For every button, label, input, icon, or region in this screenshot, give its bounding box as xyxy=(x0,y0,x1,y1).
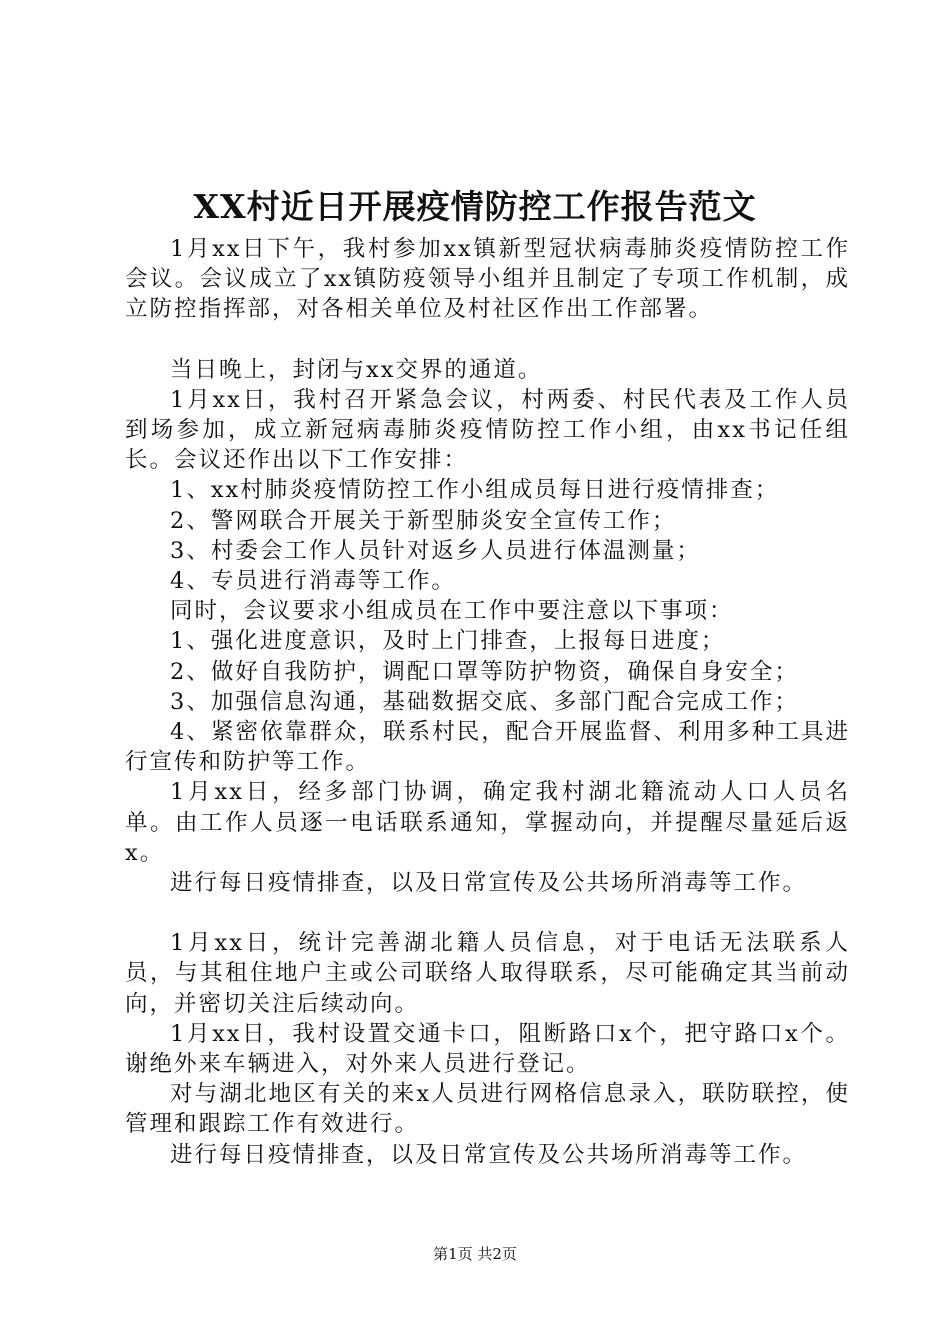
list-item: 1、强化进度意识，及时上门排查，上报每日进度； xyxy=(170,628,726,655)
list-item: 2、做好自我防护，调配口罩等防护物资，确保自身安全； xyxy=(170,658,799,685)
list-item: 4、紧密依靠群众，联系村民，配合开展监督、利用多种工具进行宣传和防护等工作。 xyxy=(125,719,850,776)
list-item: 1、xx村肺炎疫情防控工作小组成员每日进行疫情排查； xyxy=(170,477,780,504)
paragraph: 1月xx日，经多部门协调，确定我村湖北籍流动人口人员名单。由工作人员逐一电话联系通知，掌握动向，并提醒尽量延后返x。 xyxy=(125,779,850,866)
paragraph: 1月xx日，我村设置交通卡口，阻断路口x个，把守路口x个。谢绝外来车辆进入，对外来人员进行登记。 xyxy=(125,1020,850,1078)
paragraph: 1月xx日，统计完善湖北籍人员信息，对于电话无法联系人员，与其租住地户主或公司联络人取得联系，尽可能确定其当前动向，并密切关注后续动向。 xyxy=(125,930,850,1017)
paragraph: 进行每日疫情排查，以及日常宣传及公共场所消毒等工作。 xyxy=(170,870,808,897)
document-body xyxy=(125,234,850,1170)
paragraph: 进行每日疫情排查，以及日常宣传及公共场所消毒等工作。 xyxy=(170,1141,808,1168)
list-item: 3、加强信息沟通，基础数据交底、多部门配合完成工作； xyxy=(170,688,799,715)
paragraph: 对与湖北地区有关的来x人员进行网格信息录入，联防联控，使管理和跟踪工作有效进行。 xyxy=(125,1081,850,1138)
list-item: 3、村委会工作人员针对返乡人员进行体温测量； xyxy=(170,537,701,564)
list-item: 4、专员进行消毒等工作。 xyxy=(170,568,456,595)
paragraph: 1月xx日，我村召开紧急会议，村两委、村民代表及工作人员到场参加，成立新冠病毒肺炎疫情防控工作小组，由xx书记任组长。会议还作出以下工作安排： xyxy=(125,386,850,474)
paragraph: 当日晚上，封闭与xx交界的通道。 xyxy=(170,356,543,383)
paragraph: 1月xx日下午，我村参加xx镇新型冠状病毒肺炎疫情防控工作会议。会议成立了xx镇防疫领导小组并且制定了专项工作机制，成立防控指挥部，对各相关单位及村社区作出工作部署。 xyxy=(125,236,850,323)
page-footer: 第1页 共2页 xyxy=(433,1245,517,1263)
list-item: 2、警网联合开展关于新型肺炎安全宣传工作； xyxy=(170,507,677,534)
page-title: XX村近日开展疫情防控工作报告范文 xyxy=(193,187,757,226)
paragraph: 同时，会议要求小组成员在工作中要注意以下事项： xyxy=(170,598,734,625)
